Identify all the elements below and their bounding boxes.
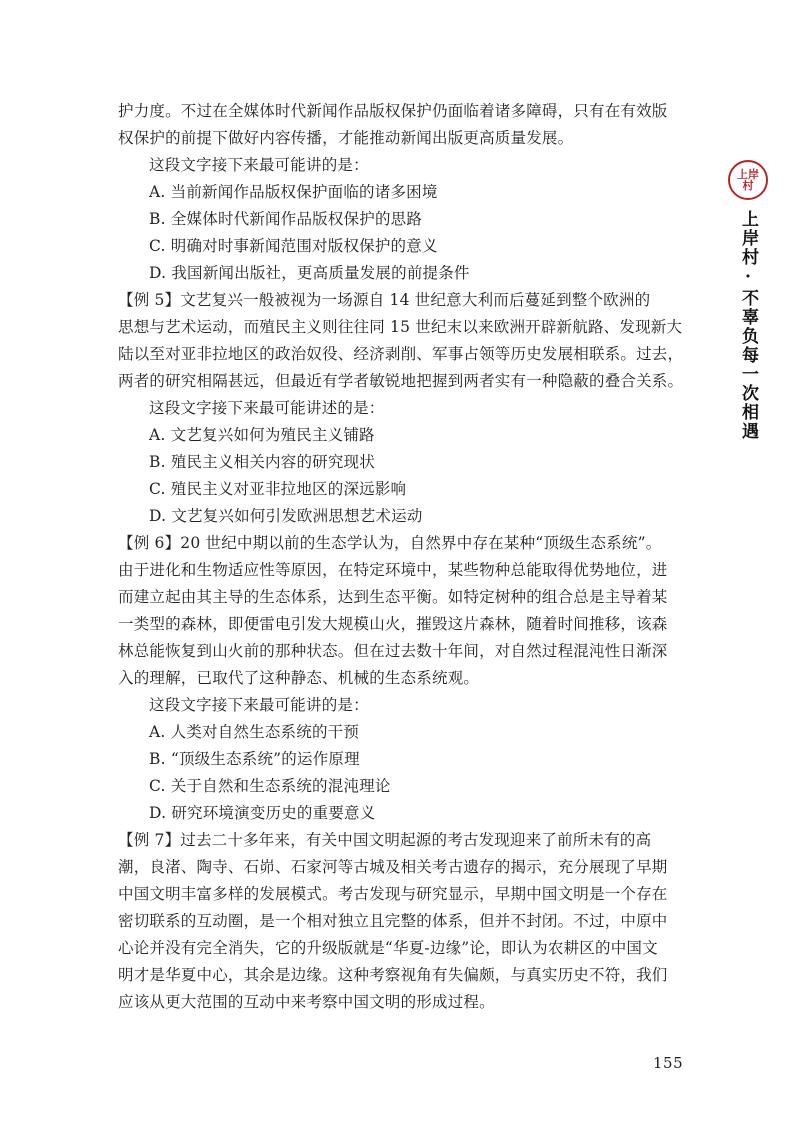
text-line: 入的理解，已取代了这种静态、机械的生态系统观。 [118,669,480,687]
text-line: 陆以至对亚非拉地区的政治奴役、经济剥削、军事占领等历史发展相联系。过去， [118,345,684,363]
text-line: 一类型的森林，即便雷电引发大规模山火，摧毁这片森林，随着时间推移，该森 [118,615,668,633]
answer-option: A. 人类对自然生态系统的干预 [149,723,360,741]
text-line: 护力度。不过在全媒体时代新闻作品版权保护仍面临着诸多障碍，只有在有效版 [118,102,668,120]
text-line: 应该从更大范围的互动中来考察中国文明的形成过程。 [118,993,495,1011]
text-line: 由于进化和生物适应性等原因，在特定环境中，某些物种总能取得优势地位，进 [118,561,668,579]
page-body-text [118,98,690,1016]
question-prompt: 这段文字接下来最可能讲的是： [149,696,369,714]
text-line: 两者的研究相隔甚远，但最近有学者敏锐地把握到两者实有一种隐蔽的叠合关系。 [118,372,684,390]
text-line: 明才是华夏中心，其余是边缘。这种考察视角有失偏颇，与真实历史不符，我们 [118,966,668,984]
answer-option: D. 我国新闻出版社，更高质量发展的前提条件 [149,264,470,282]
text-line: 【例 6】20 世纪中期以前的生态学认为，自然界中存在某种“顶级生态系统”。 [118,534,662,552]
text-line: 密切联系的互动圈，是一个相对独立且完整的体系，但并不封闭。不过，中原中 [118,912,668,930]
text-line: 中国文明丰富多样的发展模式。考古发现与研究显示，早期中国文明是一个存在 [118,885,668,903]
text-line: 思想与艺术运动，而殖民主义则往往同 15 世纪末以来欧洲开辟新航路、发现新大 [118,318,683,336]
answer-option: C. 明确对时事新闻范围对版权保护的意义 [149,237,438,255]
answer-option: B. 全媒体时代新闻作品版权保护的思路 [149,210,423,228]
text-line: 【例 5】文艺复兴一般被视为一场源自 14 世纪意大利而后蔓延到整个欧洲的 [118,291,651,309]
answer-option: A. 文艺复兴如何为殖民主义铺路 [149,426,375,444]
answer-option: C. 殖民主义对亚非拉地区的深远影响 [149,480,407,498]
question-prompt: 这段文字接下来最可能讲的是： [149,156,369,174]
logo-text-bottom: 村 [742,179,754,192]
page-number: 155 [653,1054,684,1072]
text-line: 权保护的前提下做好内容传播，才能推动新闻出版更高质量发展。 [118,129,574,147]
answer-option: B. 殖民主义相关内容的研究现状 [149,453,375,471]
brand-logo-seal [728,160,768,200]
answer-option: A. 当前新闻作品版权保护面临的诸多困境 [149,183,438,201]
brand-slogan: 上岸村·不辜负每一次相遇 [738,210,758,441]
text-line: 【例 7】过去二十多年来，有关中国文明起源的考古发现迎来了前所未有的高 [118,831,652,849]
text-line: 而建立起由其主导的生态体系，达到生态平衡。如特定树种的组合总是主导着某 [118,588,668,606]
answer-option: C. 关于自然和生态系统的混沌理论 [149,777,391,795]
text-line: 潮，良渚、陶寺、石峁、石家河等古城及相关考古遗存的揭示，充分展现了早期 [118,858,668,876]
question-prompt: 这段文字接下来最可能讲述的是： [149,399,385,417]
text-line: 心论并没有完全消失，它的升级版就是“华夏-边缘”论，即认为农耕区的中国文 [118,939,658,957]
answer-option: B. “顶级生态系统”的运作原理 [149,750,360,768]
logo-text-top: 上岸 [737,168,759,181]
answer-option: D. 研究环境演变历史的重要意义 [149,804,376,822]
brand-sidebar [726,160,770,441]
text-line: 林总能恢复到山火前的那种状态。但在过去数十年间，对自然过程混沌性日渐深 [118,642,668,660]
answer-option: D. 文艺复兴如何引发欧洲思想艺术运动 [149,507,423,525]
